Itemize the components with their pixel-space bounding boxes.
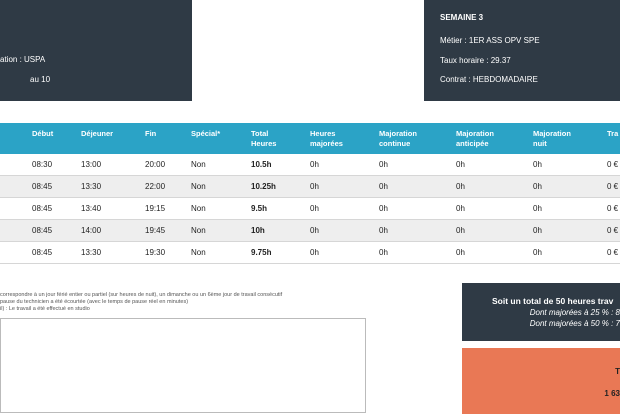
cell-travel: 0 € [607, 182, 619, 191]
table-header [0, 123, 620, 154]
cell-overtime: 0h [310, 182, 319, 191]
cell-end: 22:00 [145, 182, 166, 191]
table-row [0, 242, 620, 263]
cell-continuous: 0h [379, 182, 388, 191]
cell-end: 19:30 [145, 248, 166, 257]
col-header-overtime: Heures majorées [310, 129, 343, 148]
cell-anticipated: 0h [456, 226, 465, 235]
cell-end: 19:15 [145, 204, 166, 213]
col-header-continuous: Majoration continue [379, 129, 417, 148]
table-row [0, 220, 620, 241]
cell-start: 08:30 [32, 160, 53, 169]
period-text: au 10 [30, 75, 51, 84]
cell-anticipated: 0h [456, 204, 465, 213]
hourly-rate-text: Taux horaire : 29.37 [440, 56, 511, 65]
summary-majored-50: Dont majorées à 50 % : 7 [529, 319, 620, 328]
cell-overtime: 0h [310, 204, 319, 213]
cell-start: 08:45 [32, 182, 53, 191]
cell-continuous: 0h [379, 204, 388, 213]
job-text: Métier : 1ER ASS OPV SPE [440, 36, 540, 45]
week-info-card [424, 0, 620, 101]
col-header-special: Spécial* [191, 129, 221, 138]
cell-travel: 0 € [607, 204, 619, 213]
cell-start: 08:45 [32, 226, 53, 235]
table-row [0, 176, 620, 197]
cell-total: 9.75h [251, 248, 272, 257]
cell-overtime: 0h [310, 226, 319, 235]
col-header-end: Fin [145, 129, 157, 138]
col-header-travel: Tra [607, 129, 619, 138]
col-header-lunch: Déjeuner [81, 129, 114, 138]
cell-anticipated: 0h [456, 160, 465, 169]
cell-anticipated: 0h [456, 182, 465, 191]
cell-special: Non [191, 204, 206, 213]
cell-night: 0h [533, 248, 542, 257]
cell-end: 20:00 [145, 160, 166, 169]
table-row [0, 154, 620, 175]
cell-total: 10.25h [251, 182, 276, 191]
footnote-special: correspondre à un jour férié entier ou partiel (sur heures de nuit), un dimanche ou un 6ème jour de travail consécutif [0, 292, 283, 298]
col-header-start: Début [32, 129, 54, 138]
cell-anticipated: 0h [456, 248, 465, 257]
cell-overtime: 0h [310, 248, 319, 257]
total-label: T [615, 367, 620, 376]
cell-total: 10.5h [251, 160, 272, 169]
employee-info-card [0, 0, 192, 101]
week-title: SEMAINE 3 [440, 13, 484, 22]
cell-special: Non [191, 160, 206, 169]
col-header-anticipated: Majoration anticipée [456, 129, 494, 148]
cell-night: 0h [533, 160, 542, 169]
cell-night: 0h [533, 226, 542, 235]
cell-start: 08:45 [32, 248, 53, 257]
cell-lunch: 13:30 [81, 182, 102, 191]
cell-special: Non [191, 226, 206, 235]
hours-summary-box [462, 283, 620, 341]
footnotes [0, 292, 282, 313]
row-divider [0, 263, 620, 264]
cell-night: 0h [533, 182, 542, 191]
cell-night: 0h [533, 204, 542, 213]
cell-total: 10h [251, 226, 265, 235]
cell-travel: 0 € [607, 226, 619, 235]
cell-lunch: 13:30 [81, 248, 102, 257]
summary-total-hours: Soit un total de 50 heures trav [492, 296, 614, 306]
cell-continuous: 0h [379, 160, 388, 169]
cell-continuous: 0h [379, 226, 388, 235]
cell-lunch: 14:00 [81, 226, 102, 235]
cell-continuous: 0h [379, 248, 388, 257]
cell-travel: 0 € [607, 160, 619, 169]
contract-text: Contrat : HEBDOMADAIRE [440, 75, 538, 84]
table-row [0, 198, 620, 219]
cell-lunch: 13:00 [81, 160, 102, 169]
cell-lunch: 13:40 [81, 204, 102, 213]
summary-majored-25: Dont majorées à 25 % : 8 [529, 308, 620, 317]
total-amount-box [462, 348, 620, 414]
footnote-studio: il) : Le travail a été effectué en studio [0, 306, 90, 312]
total-amount: 1 63 [604, 389, 620, 398]
cell-overtime: 0h [310, 160, 319, 169]
cell-special: Non [191, 248, 206, 257]
col-header-total-hours: Total Heures [251, 129, 277, 148]
cell-total: 9.5h [251, 204, 268, 213]
comment-textarea[interactable] [0, 318, 366, 413]
location-text: ation : USPA [0, 55, 46, 64]
cell-travel: 0 € [607, 248, 619, 257]
col-header-night: Majoration nuit [533, 129, 571, 148]
cell-special: Non [191, 182, 206, 191]
cell-end: 19:45 [145, 226, 166, 235]
cell-start: 08:45 [32, 204, 53, 213]
footnote-pause: pause du technicien a été écourtée (avec le temps de pause réel en minutes) [0, 299, 189, 305]
